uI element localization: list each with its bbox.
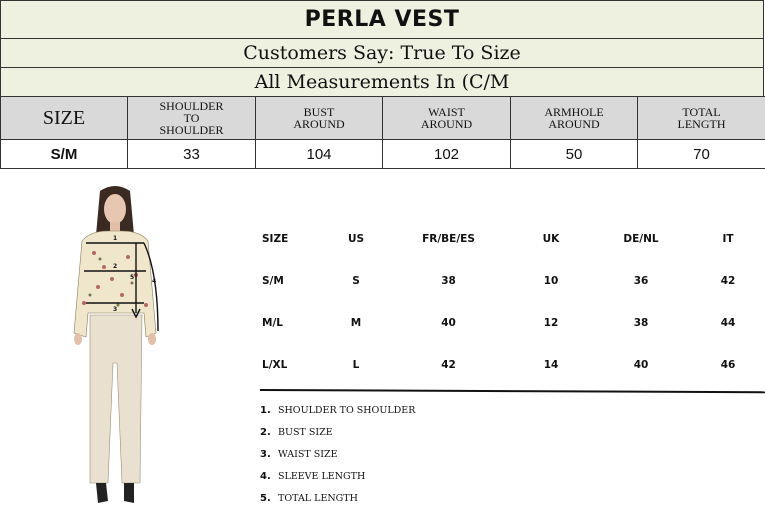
table-cell: 36 [633,275,649,287]
legend-label: TOTAL LENGTH [278,492,358,504]
table-cell: 38 [441,275,456,287]
legend-label: SLEEVE LENGTH [278,470,366,482]
measurement-table [0,96,765,169]
model-neck [110,222,120,232]
model-shoe-right [124,483,134,503]
conv-header-size: SIZE [262,233,289,245]
header-waist: WAIST AROUND [383,97,511,140]
conv-header-it: IT [722,233,734,245]
table-cell: 14 [543,359,559,371]
model-face [104,194,126,224]
conversion-header-row [256,218,765,260]
table-cell: 40 [441,317,456,329]
model-shoe-left [96,483,108,503]
header-total-length: TOTAL LENGTH [638,97,765,140]
size-conversion-table [256,218,765,386]
model-measurement-diagram [60,183,170,515]
diagram-label-2: 2 [113,263,118,270]
table-cell: S [352,275,360,287]
table-cell: 42 [720,275,736,287]
model-trousers [90,315,142,483]
table-cell: L [352,359,360,371]
table-cell: S/M [262,275,284,287]
table-row [1,140,765,169]
legend-item: 4. SLEEVE LENGTH [260,470,366,482]
table-row [256,302,765,344]
table-cell: 12 [543,317,559,329]
measurement-header-row [1,97,765,140]
table-cell: 40 [633,359,649,371]
table-row [256,344,765,386]
diagram-label-4: 4 [152,278,157,285]
diagram-label-3: 3 [113,306,118,313]
header-armhole: ARMHOLE AROUND [511,97,638,140]
measurement-legend [260,400,415,509]
table-cell: M [350,317,362,329]
table-cell: 70 [638,140,765,169]
table-row [256,260,765,302]
legend-label: WAIST SIZE [278,448,338,460]
table-cell-size: S/M [1,140,128,169]
header-bust: BUST AROUND [256,97,383,140]
table-cell: 42 [441,359,456,371]
table-cell: 50 [511,140,638,169]
fit-note: Customers Say: True To Size [0,38,764,68]
legend-item: 1. SHOULDER TO SHOULDER [260,405,416,417]
table-cell: 38 [633,317,649,329]
diagram-label-1: 1 [113,235,118,242]
conv-header-us: US [347,233,365,245]
legend-label: BUST SIZE [278,427,333,439]
table-cell: 10 [543,275,559,287]
table-cell: 44 [720,317,736,329]
legend-item: 5. TOTAL LENGTH [260,492,358,504]
conv-header-fr-be-es: FR/BE/ES [422,233,475,245]
units-note: All Measurements In (C/M [0,67,764,97]
legend-label: SHOULDER TO SHOULDER [278,405,416,417]
conv-header-uk: UK [542,233,560,245]
table-cell: L/XL [262,359,288,371]
legend-item: 2. BUST SIZE [260,427,333,439]
table-cell: 33 [128,140,256,169]
diagram-label-5: 5 [130,274,135,281]
divider-line [260,389,765,393]
header-size: SIZE [1,97,128,140]
table-cell: 46 [720,359,736,371]
table-cell: 102 [383,140,511,169]
page-title: PERLA VEST [0,0,764,39]
table-cell: M/L [262,317,283,329]
conv-header-de-nl: DE/NL [623,233,659,245]
table-cell: 104 [256,140,383,169]
header-shoulder: SHOULDER TO SHOULDER [128,97,256,140]
legend-item: 3. WAIST SIZE [260,448,338,460]
